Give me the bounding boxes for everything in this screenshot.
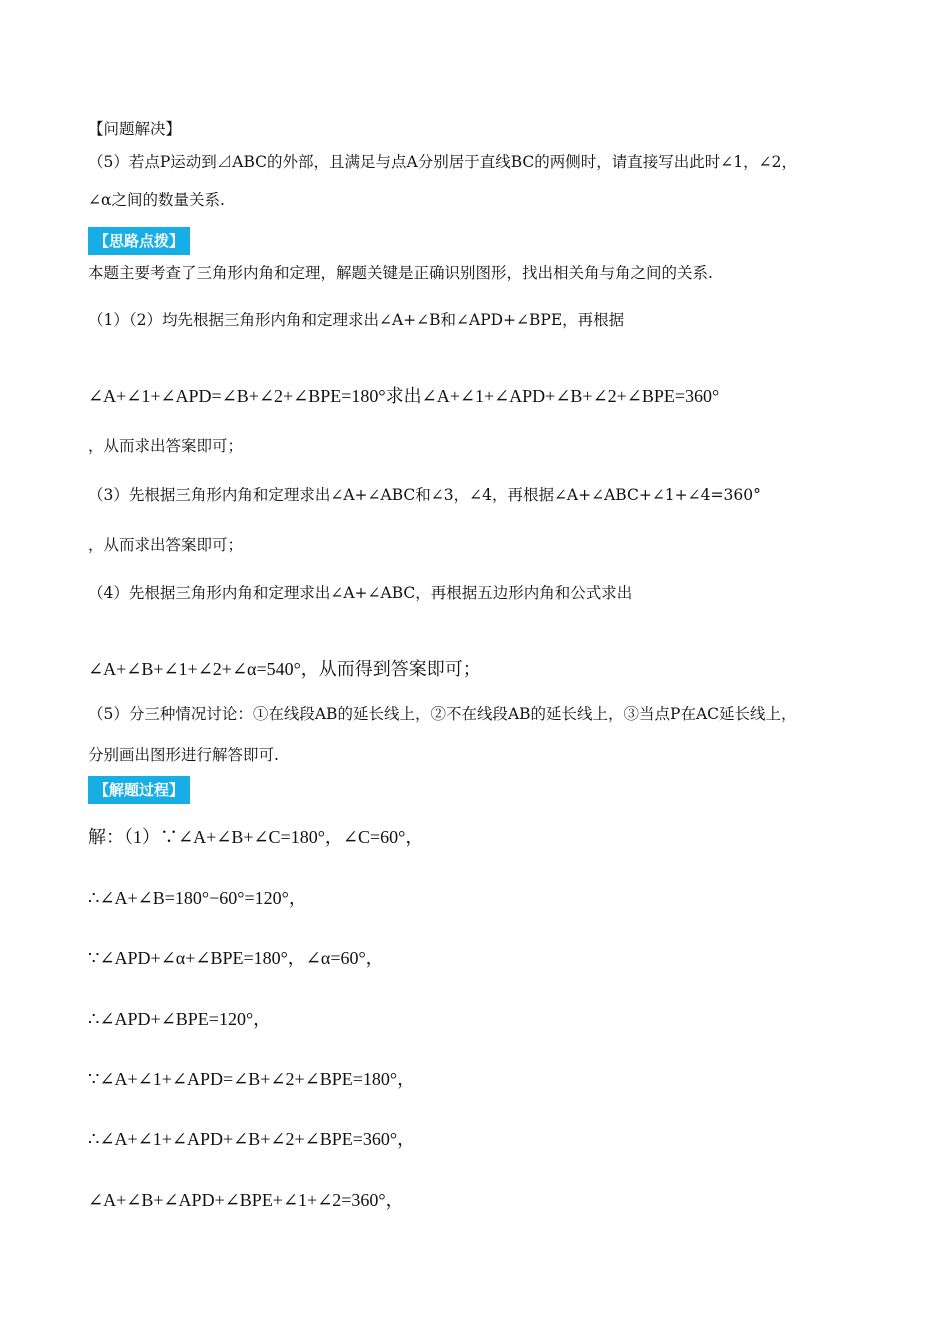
hint-part-3-line-1: （3）先根据三角形内角和定理求出∠A+∠ABC和∠3，∠4，再根据∠A+∠ABC+∠1+∠4=360° xyxy=(88,486,761,504)
solution-line: ∠A+∠B+∠APD+∠BPE+∠1+∠2=360°， xyxy=(88,1190,404,1210)
solution-line: ∵∠APD+∠α+∠BPE=180°，∠α=60°， xyxy=(88,948,384,968)
hint-part-1-2-conclusion: ，从而求出答案即可； xyxy=(88,437,244,455)
hint-part-4-line-1: （4）先根据三角形内角和定理求出∠A+∠ABC，再根据五边形内角和公式求出 xyxy=(88,584,633,602)
hint-part-5-line-1: （5）分三种情况讨论：①在线段AB的延长线上，②不在线段AB的延长线上，③当点P在AC延长线上， xyxy=(88,705,797,723)
hint-part-1-2-equation: ∠A+∠1+∠APD=∠B+∠2+∠BPE=180°求出∠A+∠1+∠APD+∠B+∠2+∠BPE=360° xyxy=(88,386,720,406)
solution-line: ∴∠APD+∠BPE=120°， xyxy=(88,1009,272,1029)
hint-part-5-line-2: 分别画出图形进行解答即可. xyxy=(88,746,279,764)
solution-line: ∴∠A+∠B=180°−60°=120°， xyxy=(88,888,307,908)
hint-part-3-conclusion: ，从而求出答案即可； xyxy=(88,536,244,554)
hint-intro: 本题主要考查了三角形内角和定理，解题关键是正确识别图形，找出相关角与角之间的关系. xyxy=(88,264,713,282)
question-5-line-2: ∠α之间的数量关系. xyxy=(88,191,225,209)
question-5-line-1: （5）若点P运动到⊿ABC的外部，且满足与点A分别居于直线BC的两侧时，请直接写出此时∠1，∠2， xyxy=(88,153,797,171)
problem-heading: 【问题解决】 xyxy=(88,120,182,138)
hint-part-1-2-line-1: （1）（2）均先根据三角形内角和定理求出∠A+∠B和∠APD+∠BPE，再根据 xyxy=(88,311,625,329)
hint-section-tag: 【思路点拨】 xyxy=(88,227,190,255)
hint-part-4-equation: ∠A+∠B+∠1+∠2+∠α=540°，从而得到答案即可； xyxy=(88,659,481,679)
solution-section-tag: 【解题过程】 xyxy=(88,776,190,804)
solution-line: ∵∠A+∠1+∠APD=∠B+∠2+∠BPE=180°， xyxy=(88,1069,416,1089)
solution-line: 解：（1）∵∠A+∠B+∠C=180°，∠C=60°， xyxy=(88,827,424,847)
solution-line: ∴∠A+∠1+∠APD+∠B+∠2+∠BPE=360°， xyxy=(88,1129,416,1149)
